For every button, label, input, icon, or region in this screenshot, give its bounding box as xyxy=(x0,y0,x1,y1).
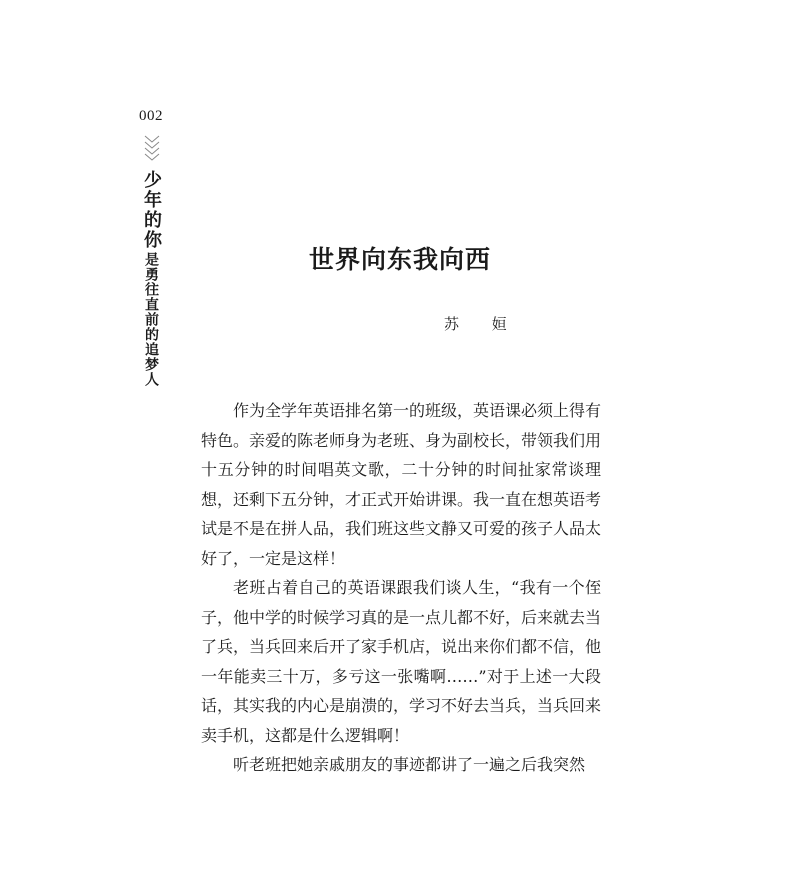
book-title-vertical xyxy=(139,170,163,387)
paragraph: 老班占着自己的英语课跟我们谈人生，“我有一个侄子，他中学的时候学习真的是一点儿都不好，后来就去当了兵，当兵回来后开了家手机店，说出来你们都不信，他一年能卖三十万，多亏这一张嘴啊……”对于上述一大段话，其实我的内心是崩溃的，学习不好去当兵，当兵回来卖手机，这都是什么逻辑啊！ xyxy=(201,578,602,745)
book-title-main: 少年的你 xyxy=(141,170,162,250)
chevron-down-icon xyxy=(143,134,161,164)
book-title-sub: 是勇往直前的追梦人 xyxy=(143,252,159,387)
author: 苏 姮 xyxy=(444,315,521,333)
article-body xyxy=(201,396,601,780)
article-title: 世界向东我向西 xyxy=(308,245,491,274)
paragraph: 听老班把她亲戚朋友的事迹都讲了一遍之后我突然 xyxy=(233,755,586,774)
paragraph: 作为全学年英语排名第一的班级，英语课必须上得有特色。亲爱的陈老师身为老班、身为副校长，带领我们用十五分钟的时间唱英文歌，二十分钟的时间扯家常谈理想，还剩下五分钟，才正式开始讲课。我一直在想英语考试是不是在拼人品，我们班这些文静又可爱的孩子人品太好了，一定是这样！ xyxy=(201,401,602,568)
page-number: 002 xyxy=(139,108,163,124)
